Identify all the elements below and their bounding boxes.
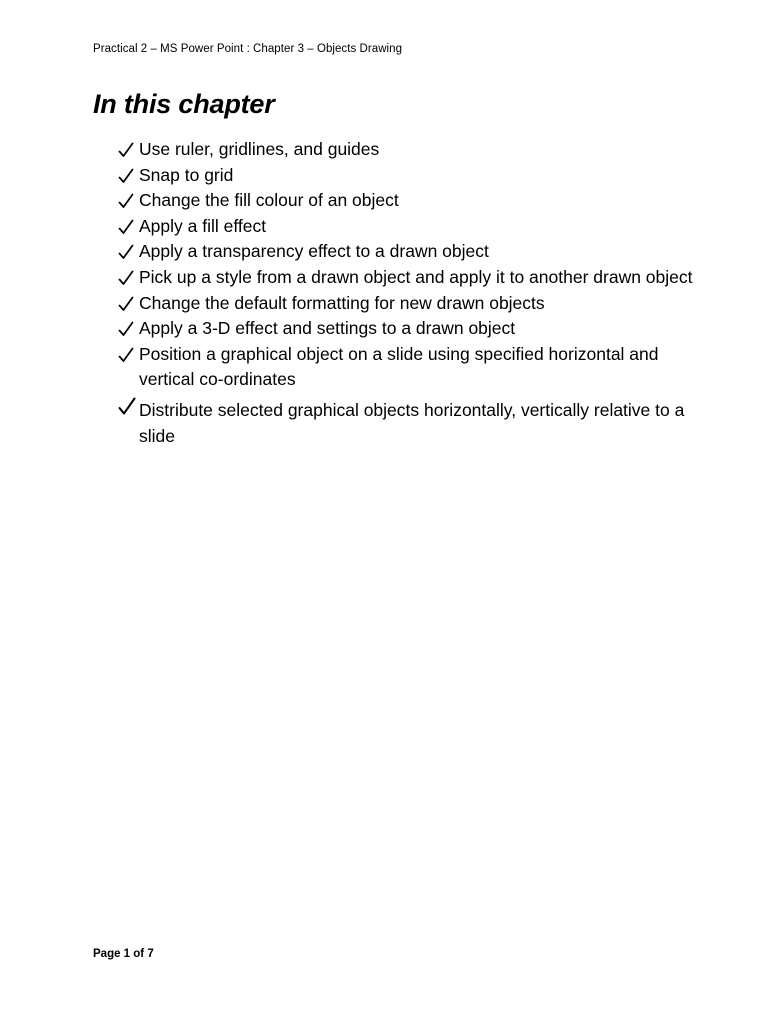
- checklist-item-text: Position a graphical object on a slide using specified horizontal and vertical co-ordinates: [139, 343, 659, 390]
- check-icon: [118, 214, 134, 239]
- checklist-item: [118, 398, 718, 449]
- chapter-title: In this chapter: [93, 89, 275, 119]
- chapter-checklist: [118, 137, 718, 449]
- check-icon: [118, 394, 136, 419]
- checklist-item: [118, 137, 718, 163]
- checklist-item: [118, 188, 718, 214]
- check-icon: [118, 163, 134, 188]
- check-icon: [118, 291, 134, 316]
- checklist-item: [118, 214, 718, 240]
- check-icon: [118, 265, 134, 290]
- checklist-item-text: Distribute selected graphical objects horizontally, vertically relative to a slide: [139, 399, 685, 446]
- page-header: Practical 2 – MS Power Point : Chapter 3 – Objects Drawing: [93, 43, 403, 55]
- checklist-item: [118, 291, 718, 317]
- check-icon: [118, 316, 134, 341]
- checklist-item: [118, 265, 718, 291]
- check-icon: [118, 188, 134, 213]
- check-icon: [118, 137, 134, 162]
- page-number: Page 1 of 7: [93, 948, 154, 960]
- checklist-item-text: Snap to grid: [139, 164, 234, 185]
- checklist-item: [118, 342, 718, 393]
- checklist-item-text: Apply a transparency effect to a drawn object: [139, 241, 489, 262]
- check-icon: [118, 342, 134, 367]
- checklist-item: [118, 239, 718, 265]
- checklist-item-text: Change the default formatting for new drawn objects: [139, 292, 545, 313]
- check-icon: [118, 239, 134, 264]
- checklist-item-text: Change the fill colour of an object: [139, 190, 399, 211]
- checklist-item-text: Apply a fill effect: [139, 215, 267, 236]
- checklist-item: [118, 316, 718, 342]
- checklist-item-text: Pick up a style from a drawn object and apply it to another drawn object: [139, 266, 693, 287]
- checklist-item-text: Apply a 3-D effect and settings to a drawn object: [139, 318, 516, 339]
- checklist-item: [118, 163, 718, 189]
- checklist-item-text: Use ruler, gridlines, and guides: [139, 139, 380, 159]
